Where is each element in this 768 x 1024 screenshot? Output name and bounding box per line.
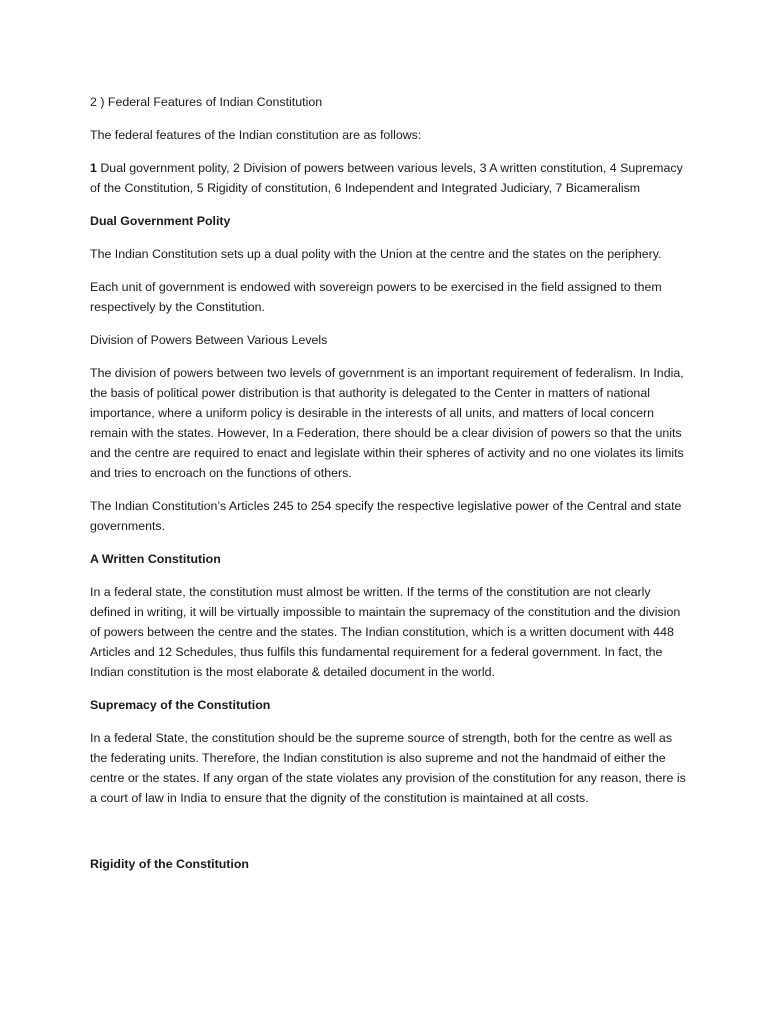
document-title: 2 ) Federal Features of Indian Constitution bbox=[90, 95, 323, 109]
features-list-paragraph bbox=[90, 158, 690, 198]
document-page bbox=[90, 92, 690, 887]
supremacy-paragraph: In a federal State, the constitution should be the supreme source of strength, both for the centre as well as the federating units. Therefore, the Indian constitution is also supreme and not the handmaid of either the centre or the states. If any organ of the state violates any provision of the constitution for any reason, there is a court of law in India to ensure that the dignity of the constitution is maintained at all costs. bbox=[90, 731, 686, 805]
dual-polity-paragraph-1: The Indian Constitution sets up a dual polity with the Union at the centre and the states on the periphery. bbox=[90, 247, 662, 261]
written-constitution-paragraph: In a federal state, the constitution must almost be written. If the terms of the constitution are not clearly defined in writing, it will be virtually impossible to maintain the supremacy of the constitution and the division of powers between the centre and the states. The Indian constitution, which is a written document with 448 Articles and 12 Schedules, thus fulfils this fundamental requirement for a federal government. In fact, the Indian constitution is the most elaborate & detailed document in the world. bbox=[90, 585, 681, 679]
heading-supremacy-of-constitution: Supremacy of the Constitution bbox=[90, 698, 271, 712]
division-paragraph-2: The Indian Constitution’s Articles 245 to 254 specify the respective legislative power of the Central and state governments. bbox=[90, 499, 682, 533]
heading-division-of-powers: Division of Powers Between Various Levels bbox=[90, 333, 328, 347]
intro-paragraph: The federal features of the Indian constitution are as follows: bbox=[90, 128, 422, 142]
heading-dual-government-polity: Dual Government Polity bbox=[90, 214, 231, 228]
heading-written-constitution: A Written Constitution bbox=[90, 552, 221, 566]
features-list-text: Dual government polity, 2 Division of powers between various levels, 3 A written constitution, 4 Supremacy of the Constitution, 5 Rigidity of constitution, 6 Independent and Integrated Judiciary, 7 Bicameralism bbox=[90, 161, 683, 195]
heading-rigidity-of-constitution: Rigidity of the Constitution bbox=[90, 857, 249, 871]
blank-line-spacer bbox=[90, 821, 690, 854]
features-list-number: 1 bbox=[90, 161, 97, 175]
dual-polity-paragraph-2: Each unit of government is endowed with sovereign powers to be exercised in the field assigned to them respectively by the Constitution. bbox=[90, 280, 662, 314]
division-paragraph-1: The division of powers between two levels of government is an important requirement of federalism. In India, the basis of political power distribution is that authority is delegated to the Center in matters of national importance, where a uniform policy is desirable in the interests of all units, and matters of local concern remain with the states. However, In a Federation, there should be a clear division of powers so that the units and the centre are required to enact and legislate within their spheres of activity and no one violates its limits and tries to encroach on the functions of others. bbox=[90, 366, 684, 480]
